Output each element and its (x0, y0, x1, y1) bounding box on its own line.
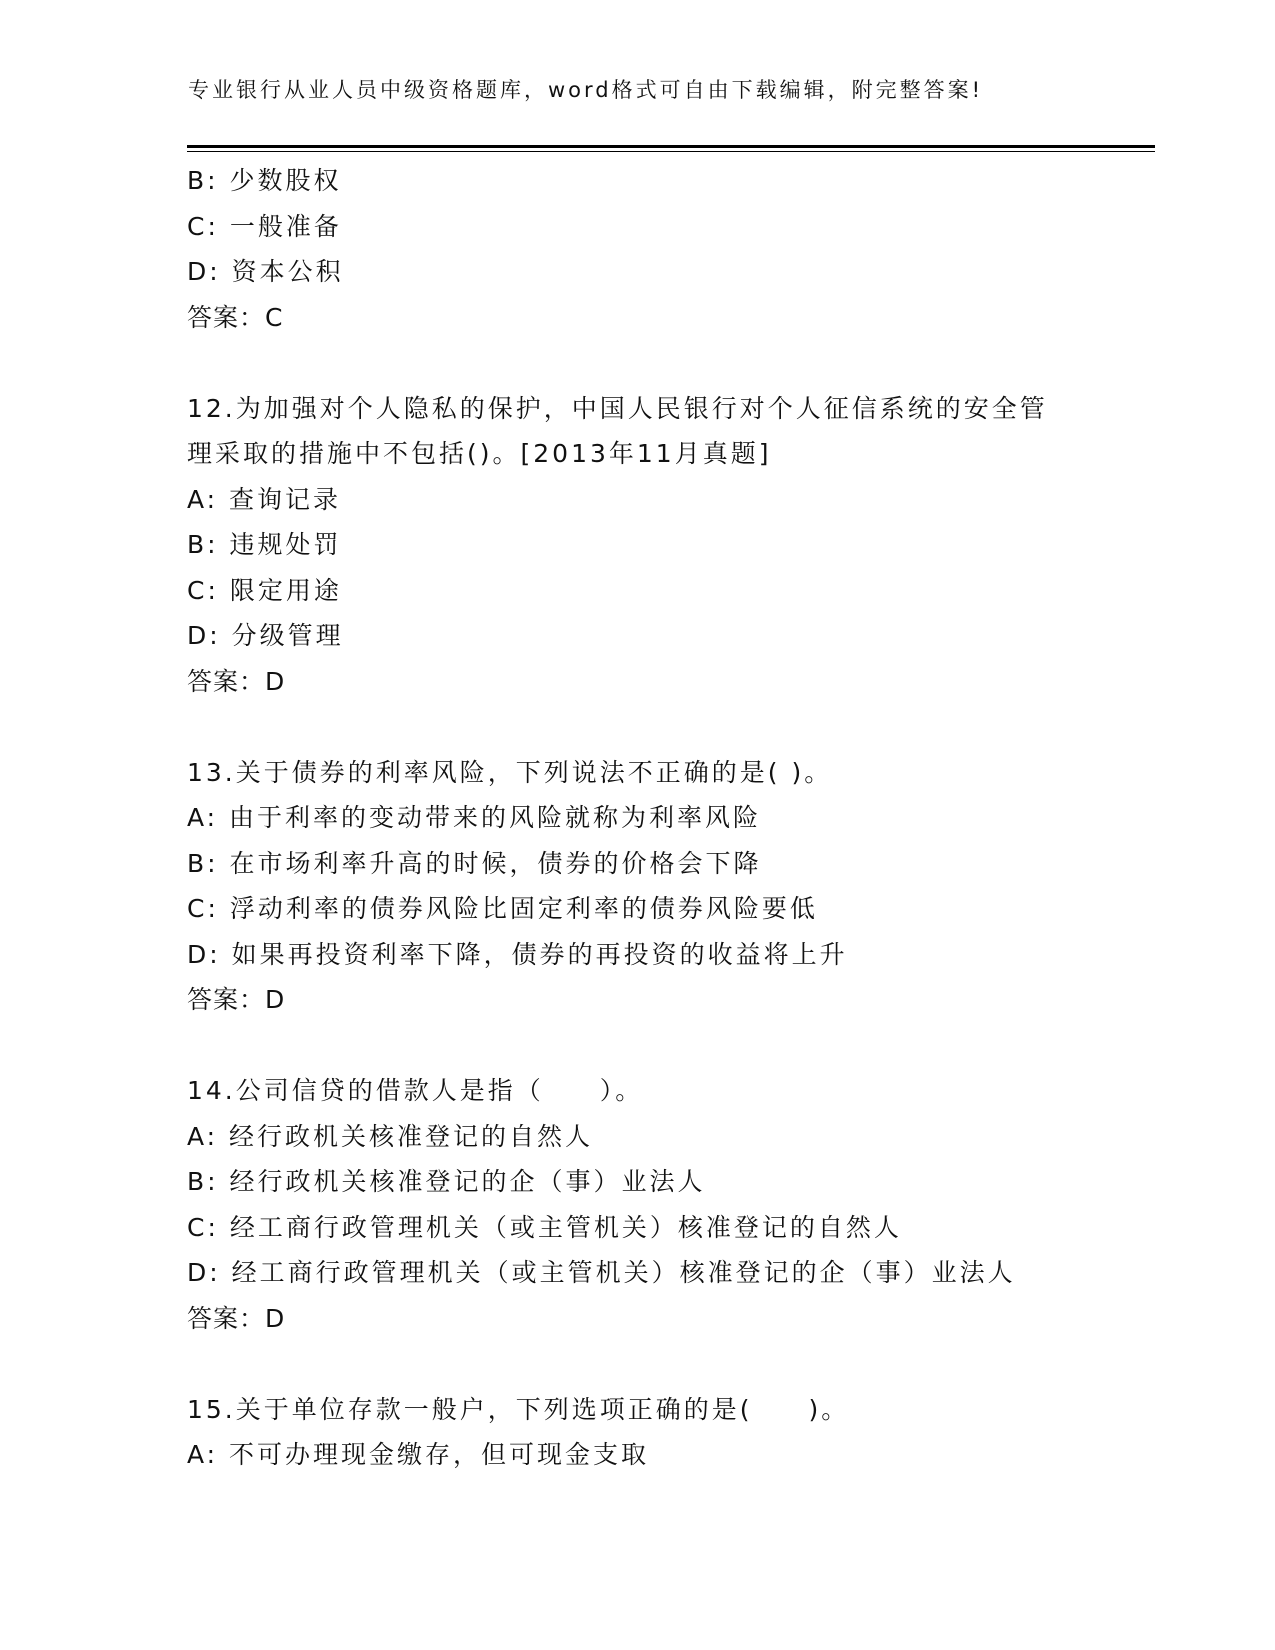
question-list (187, 158, 1147, 1478)
question-stem-line: 15.关于单位存款一般户，下列选项正确的是( )。 (187, 1394, 850, 1424)
option-a: A: 经行政机关核准登记的自然人 (187, 1121, 594, 1151)
option-c: C: 一般准备 (187, 211, 342, 241)
partial-question (187, 158, 1147, 340)
option-d: D: 资本公积 (187, 257, 344, 286)
option-a: A: 不可办理现金缴存，但可现金支取 (187, 1440, 650, 1469)
option-a: A: 由于利率的变动带来的风险就称为利率风险 (187, 803, 762, 832)
option-d: D: 分级管理 (187, 621, 344, 650)
option-b: B: 在市场利率升高的时候，债券的价格会下降 (187, 848, 762, 878)
option-a: A: 查询记录 (187, 484, 342, 514)
question-12 (187, 386, 1147, 705)
question-14 (187, 1068, 1147, 1341)
header-rule-thin (187, 151, 1155, 152)
question-stem-line: 12.为加强对个人隐私的保护，中国人民银行对个人征信系统的安全管 (187, 393, 1048, 423)
answer: 答案：D (187, 666, 286, 696)
option-d: D: 如果再投资利率下降，债券的再投资的收益将上升 (187, 939, 848, 969)
answer: 答案：D (187, 1303, 286, 1333)
option-c: C: 浮动利率的债券风险比固定利率的债券风险要低 (187, 894, 818, 923)
option-b: B: 少数股权 (187, 166, 342, 195)
answer: 答案：C (187, 302, 284, 332)
option-b: B: 经行政机关核准登记的企（事）业法人 (187, 1167, 706, 1196)
page-header: 专业银行从业人员中级资格题库，word格式可自由下载编辑，附完整答案! (188, 78, 984, 102)
answer: 答案：D (187, 985, 286, 1014)
header-rule-thick (187, 145, 1155, 148)
question-13 (187, 750, 1147, 1023)
option-d: D: 经工商行政管理机关（或主管机关）核准登记的企（事）业法人 (187, 1258, 1016, 1287)
question-stem-line: 13.关于债券的利率风险，下列说法不正确的是( )。 (187, 757, 833, 787)
question-stem-line: 14.公司信贷的借款人是指（ ）。 (187, 1076, 644, 1105)
question-15 (187, 1387, 1147, 1478)
option-c: C: 经工商行政管理机关（或主管机关）核准登记的自然人 (187, 1212, 902, 1242)
question-stem-line: 理采取的措施中不包括()。[2013年11月真题] (187, 439, 772, 468)
option-c: C: 限定用途 (187, 575, 342, 605)
option-b: B: 违规处罚 (187, 530, 342, 559)
